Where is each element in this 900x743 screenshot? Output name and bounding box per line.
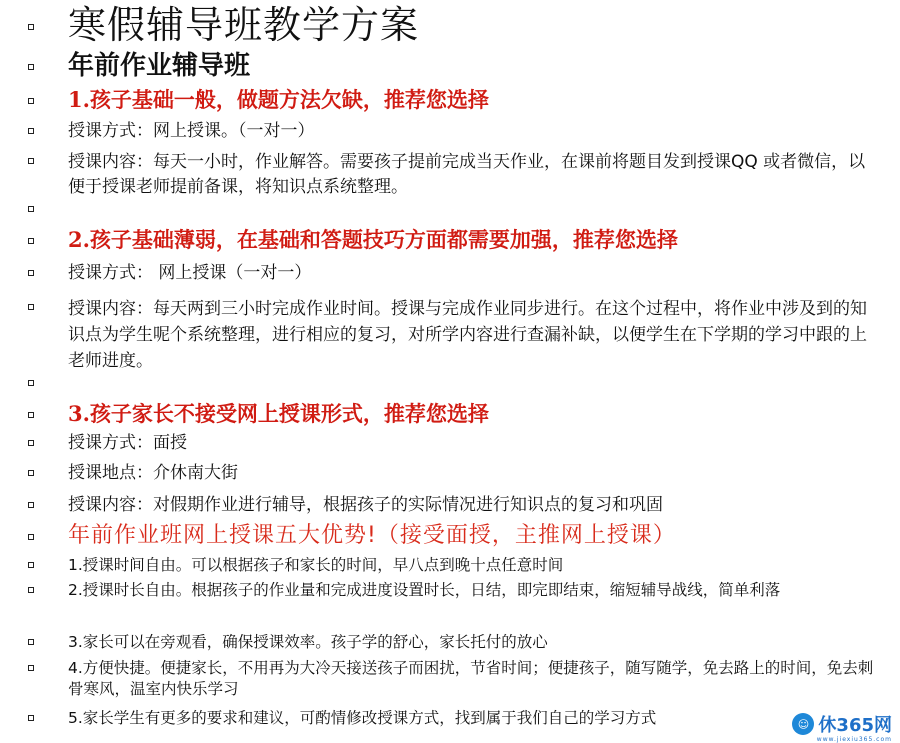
bullet-icon [28, 270, 34, 276]
bullet-icon [28, 665, 34, 671]
smiley-logo-icon: ☺ [792, 713, 814, 735]
subtitle: 年前作业辅导班 [68, 51, 251, 81]
section-3-location-row [28, 462, 882, 484]
section-1-mode: 授课方式：网上授课。（一对一） [68, 121, 315, 141]
advantage-item [28, 580, 882, 601]
section-2-content-row [28, 296, 882, 374]
bullet-icon [28, 64, 34, 70]
advantage-2: 2.授课时长自由。根据孩子的作业量和完成进度设置时长，日结，即完即结束，缩短辅导战线，简单利落 [68, 581, 781, 599]
bullet-icon [28, 128, 34, 134]
bullet-icon [28, 238, 34, 244]
advantage-item [28, 658, 882, 700]
advantage-3: 3.家长可以在旁观看，确保授课效率。孩子学的舒心，家长托付的放心 [68, 633, 548, 651]
bullet-icon [28, 98, 34, 104]
bullet-icon [28, 304, 34, 310]
section-3-heading: 3.孩子家长不接受网上授课形式，推荐您选择 [68, 401, 489, 426]
section-2-mode-row [28, 262, 882, 284]
empty-row [28, 206, 882, 212]
section-2-heading: 2.孩子基础薄弱，在基础和答题技巧方面都需要加强，推荐您选择 [68, 227, 678, 252]
advantage-item [28, 708, 882, 729]
section-1-content: 授课内容：每天一小时，作业解答。需要孩子提前完成当天作业，在课前将题目发到授课QQ 或者微信，以便于授课老师提前备课，将知识点系统整理。 [68, 152, 866, 197]
bullet-icon [28, 206, 34, 212]
section-1-heading: 1.孩子基础一般，做题方法欠缺，推荐您选择 [68, 87, 489, 112]
bullet-icon [28, 380, 34, 386]
site-watermark [788, 709, 896, 739]
subtitle-row [28, 50, 882, 82]
advantage-1: 1.授课时间自由。可以根据孩子和家长的时间，早八点到晚十点任意时间 [68, 556, 564, 574]
advantages-heading: 年前作业班网上授课五大优势!（接受面授，主推网上授课） [68, 523, 676, 548]
bullet-icon [28, 412, 34, 418]
page-title: 寒假辅导班教学方案 [68, 3, 420, 47]
advantage-item [28, 632, 882, 653]
section-1-heading-row [28, 86, 882, 114]
bullet-icon [28, 715, 34, 721]
section-3-content-row [28, 494, 882, 516]
title-row [28, 2, 882, 48]
section-2-heading-row [28, 226, 882, 254]
bullet-icon [28, 24, 34, 30]
bullet-icon [28, 562, 34, 568]
bullet-icon [28, 587, 34, 593]
watermark-url: www.jiexiu365.com [816, 736, 892, 743]
bullet-icon [28, 534, 34, 540]
bullet-icon [28, 440, 34, 446]
section-2-content: 授课内容：每天两到三小时完成作业时间。授课与完成作业同步进行。在这个过程中，将作业中涉及到的知识点为学生呢个系统整理，进行相应的复习，对所学内容进行查漏补缺，以便学生在下学期的学习中跟的上老师进度。 [68, 299, 867, 371]
bullet-icon [28, 502, 34, 508]
empty-row [28, 380, 882, 386]
bullet-icon [28, 639, 34, 645]
advantages-heading-row [28, 522, 882, 550]
section-2-mode: 授课方式： 网上授课（一对一） [68, 263, 312, 283]
section-3-location: 授课地点：介休南大街 [68, 463, 238, 483]
section-1-content-row [28, 150, 882, 200]
section-3-heading-row [28, 400, 882, 428]
advantage-5: 5.家长学生有更多的要求和建议，可酌情修改授课方式，找到属于我们自己的学习方式 [68, 709, 657, 727]
advantage-4: 4.方便快捷。便捷家长，不用再为大冷天接送孩子而困扰，节省时间；便捷孩子，随写随学，免去路上的时间，免去刺骨寒风，温室内快乐学习 [68, 659, 874, 698]
watermark-brand: 休365网 [818, 715, 892, 736]
bullet-icon [28, 470, 34, 476]
section-3-content: 授课内容：对假期作业进行辅导，根据孩子的实际情况进行知识点的复习和巩固 [68, 495, 663, 515]
section-3-mode-row [28, 432, 882, 454]
advantage-item [28, 555, 882, 576]
section-1-mode-row [28, 120, 882, 142]
bullet-icon [28, 158, 34, 164]
section-3-mode: 授课方式：面授 [68, 433, 187, 453]
